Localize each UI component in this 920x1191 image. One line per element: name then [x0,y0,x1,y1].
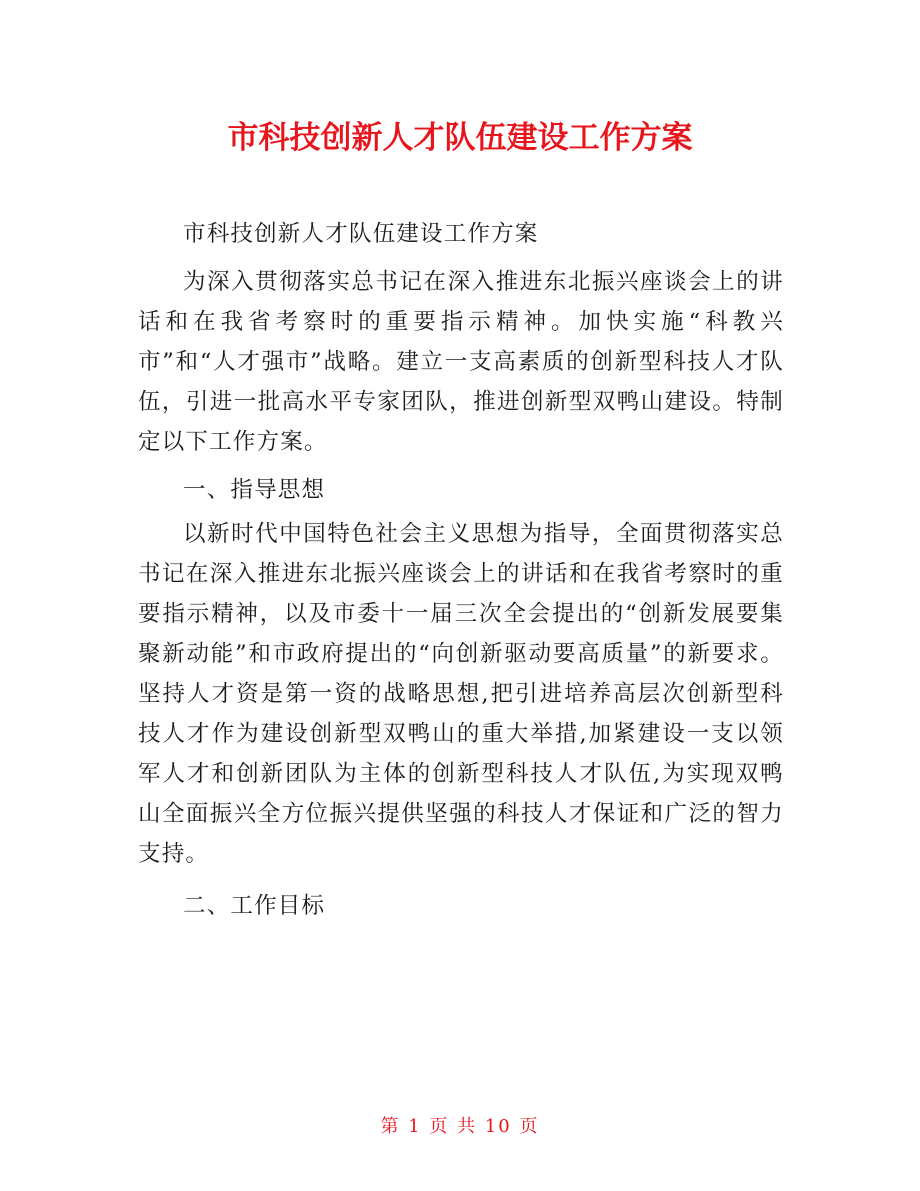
guiding-ideology-paragraph: 以新时代中国特色社会主义思想为指导，全面贯彻落实总书记在深入推进东北振兴座谈会上的讲话和在我省考察时的重要指示精神，以及市委十一届三次全会提出的“创新发展要集聚新动能”和市政府提出的“向创新驱动要高质量”的新要求。坚持人才资是第一资的战略思想,把引进培养高层次创新型科技人才作为建设创新型双鸭山的重大举措,加紧建设一支以领军人才和创新团队为主体的创新型科技人才队伍,为实现双鸭山全面振兴全方位振兴提供坚强的科技人才保证和广泛的智力支持。 [138,521,784,867]
document-title: 市科技创新人才队伍建设工作方案 [227,120,693,156]
intro-paragraph: 为深入贯彻落实总书记在深入推进东北振兴座谈会上的讲话和在我省考察时的重要指示精神。加快实施“科教兴市”和“人才强市”战略。建立一支高素质的创新型科技人才队伍，引进一批高水平专家团队，推进创新型双鸭山建设。特制定以下工作方案。 [138,269,784,455]
page-footer: 第 1 页 共 10 页 [380,1116,540,1137]
subtitle-line: 市科技创新人才队伍建设工作方案 [183,221,539,247]
section-heading-work-goals: 二、工作目标 [183,893,326,919]
document-body [138,214,784,926]
section-heading-guiding-ideology: 一、指导思想 [183,477,326,503]
